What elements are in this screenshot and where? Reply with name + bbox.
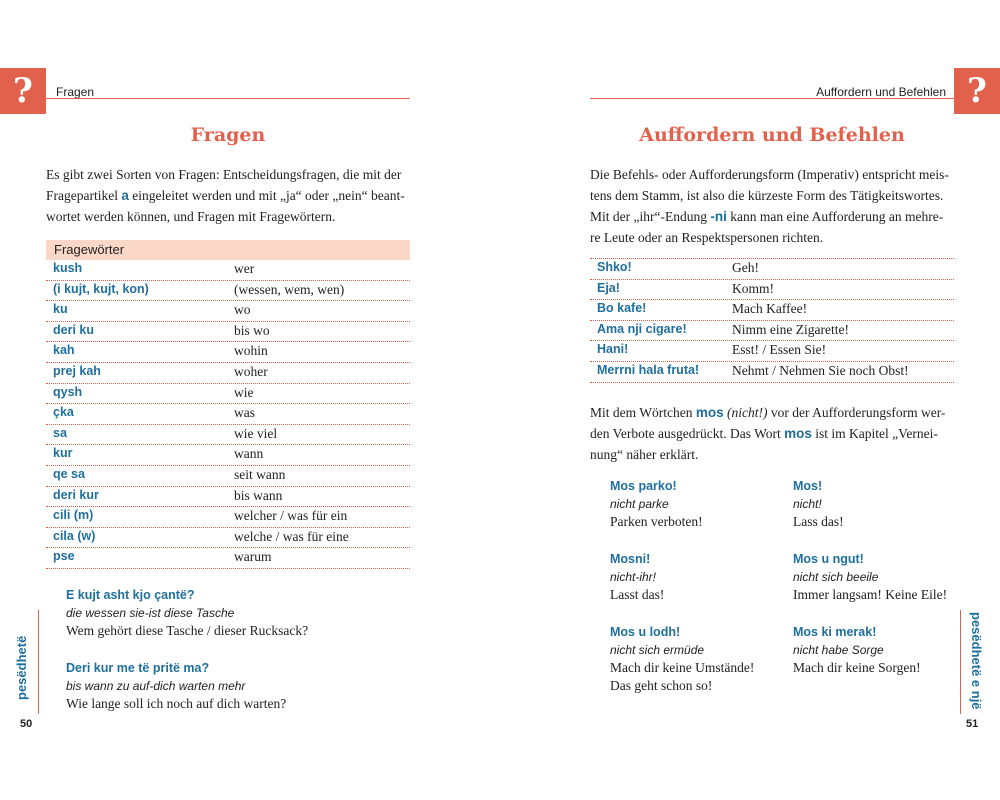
albanian-word: prej kah [53, 363, 101, 378]
albanian-word: qe sa [53, 466, 85, 481]
albanian-word: cili (m) [53, 508, 94, 523]
german-translation: Geh! [732, 260, 759, 275]
example-german: Immer langsam! Keine Eile! [793, 587, 948, 602]
albanian-word: çka [53, 405, 74, 420]
german-translation: Nehmt / Nehmen Sie noch Obst! [732, 362, 909, 378]
albanian-word: pse [53, 549, 75, 564]
albanian-phrase: Hani! [597, 342, 629, 357]
table-heading: Fragewörter [46, 240, 410, 260]
question-mark-badge: ? [954, 68, 1000, 114]
question-mark-badge: ? [0, 68, 46, 114]
german-translation: warum [234, 549, 272, 565]
german-translation: Komm! [732, 280, 774, 296]
german-translation: wer [234, 261, 255, 276]
german-translation: wann [234, 446, 264, 462]
german-translation: (wessen, wem, wen) [234, 281, 345, 297]
example-albanian: Mos parko! [610, 479, 677, 493]
prohibition-example [793, 550, 963, 604]
table-row [590, 300, 954, 321]
side-rule-left [38, 610, 39, 714]
example-albanian: E kujt asht kjo çantë? [66, 588, 195, 602]
german-translation: Esst! / Essen Sie! [732, 342, 827, 358]
example-literal: die wessen sie-ist diese Tasche [66, 606, 235, 620]
german-translation: welcher / was für ein [234, 508, 348, 524]
german-translation: woher [234, 363, 268, 379]
albanian-word: sa [53, 425, 67, 440]
albanian-phrase: Shko! [597, 260, 632, 274]
example-german: Parken verboten! [610, 514, 703, 529]
side-label-right: pesëdhetë e një [969, 612, 984, 710]
albanian-word: kur [53, 446, 73, 461]
header-rule-left [46, 98, 410, 99]
table-row [46, 466, 410, 487]
example-literal: nicht habe Sorge [793, 643, 884, 657]
side-rule-right [960, 610, 961, 714]
table-row [590, 362, 954, 383]
running-header-left: Fragen [56, 85, 95, 99]
table-row [46, 281, 410, 302]
table-row [46, 384, 410, 405]
german-translation: bis wann [234, 487, 283, 503]
side-label-left: pesëdhetë [14, 635, 29, 700]
german-translation: Nimm eine Zigarette! [732, 321, 849, 337]
example-block-2 [66, 659, 406, 713]
prohibition-example [610, 550, 780, 604]
albanian-phrase: Bo kafe! [597, 301, 647, 316]
table-row [46, 342, 410, 363]
prohibition-example [610, 623, 780, 695]
example-literal: nicht parke [610, 497, 669, 511]
page-title-left: Fragen [190, 124, 266, 146]
running-header-right: Auffordern und Befehlen [816, 85, 946, 99]
german-translation: seit wann [234, 466, 286, 482]
table-row [46, 487, 410, 508]
example-german: Lass das! [793, 514, 844, 529]
prohibition-example [610, 477, 780, 531]
table-row [590, 321, 954, 342]
prohibition-example [793, 477, 963, 531]
german-translation: welche / was für eine [234, 528, 349, 544]
albanian-word: qysh [53, 384, 83, 399]
albanian-word: kah [53, 343, 75, 358]
example-albanian: Mos u lodh! [610, 625, 681, 639]
example-german: Mach dir keine Umstände! [610, 660, 755, 675]
page-number-left: 50 [20, 718, 33, 730]
prohibition-example [793, 623, 963, 677]
example-albanian: Mos! [793, 479, 823, 493]
table-row [46, 548, 410, 569]
header-rule-right [590, 98, 954, 99]
example-literal: bis wann zu auf-dich warten mehr [66, 679, 246, 693]
prohibition-paragraph: Mit dem Wörtchen mos (nicht!) vor der Aufforderungsform wer- den Verbote ausgedrückt. Das Wort mos ist im Kapitel „Vernei- nung“ näher erklärt. [590, 405, 946, 462]
table-row [46, 322, 410, 343]
albanian-phrase: Ama nji cigare! [597, 321, 687, 336]
albanian-word: ku [53, 302, 68, 317]
example-albanian: Deri kur me të pritë ma? [66, 661, 210, 675]
intro-paragraph-left: Es gibt zwei Sorten von Fragen: Entscheidungsfragen, die mit der Fragepartikel a eingeleitet werden und mit „ja“ oder „nein“ beant- wortet werden können, und Fragen mit Fragewörtern. [46, 167, 405, 224]
page-title-right: Auffordern und Befehlen [639, 124, 905, 146]
albanian-word: cila (w) [53, 528, 96, 543]
albanian-phrase: Merrni hala fruta! [597, 362, 700, 377]
table-row [46, 260, 410, 281]
example-literal: nicht sich beeile [793, 570, 879, 584]
albanian-word: (i kujt, kujt, kon) [53, 281, 149, 296]
example-german: Mach dir keine Sorgen! [793, 660, 921, 675]
albanian-phrase: Eja! [597, 280, 620, 295]
table-row [46, 445, 410, 466]
german-translation: wie [234, 384, 254, 400]
imperative-table [590, 258, 954, 383]
albanian-word: deri ku [53, 322, 94, 337]
german-translation: Mach Kaffee! [732, 301, 808, 317]
table-row [590, 259, 954, 280]
table-row [46, 528, 410, 549]
german-translation: bis wo [234, 322, 270, 338]
example-literal: nicht sich ermüde [610, 643, 705, 657]
example-albanian: Mos u ngut! [793, 552, 864, 566]
table-row [46, 507, 410, 528]
example-german-2: Das geht schon so! [610, 678, 713, 693]
german-translation: wo [234, 302, 251, 318]
example-literal: nicht-ihr! [610, 570, 657, 584]
intro-paragraph-right: Die Befehls- oder Aufforderungsform (Imperativ) entspricht meis- tens dem Stamm, ist also die kürzeste Form des Tätigkeitswortes. Mit der „ihr“-Endung -ni kann man eine Aufforderung an mehre- re Leute oder an Respektspersonen richten. [590, 167, 949, 245]
table-row [46, 363, 410, 384]
example-albanian: Mosni! [610, 552, 651, 566]
example-german: Lasst das! [610, 587, 665, 602]
table-row [46, 301, 410, 322]
example-literal: nicht! [793, 497, 822, 511]
question-words-table [46, 240, 410, 569]
albanian-word: deri kur [53, 487, 99, 502]
example-german: Wie lange soll ich noch auf dich warten? [66, 696, 287, 711]
german-translation: was [234, 405, 255, 421]
table-row [590, 280, 954, 301]
example-german: Wem gehört diese Tasche / dieser Rucksack? [66, 623, 309, 638]
german-translation: wohin [234, 343, 268, 359]
example-block-1 [66, 586, 406, 640]
table-row [590, 341, 954, 362]
table-row [46, 404, 410, 425]
example-albanian: Mos ki merak! [793, 625, 877, 639]
german-translation: wie viel [234, 425, 278, 441]
page-number-right: 51 [966, 718, 979, 730]
table-row [46, 425, 410, 446]
albanian-word: kush [53, 261, 83, 275]
